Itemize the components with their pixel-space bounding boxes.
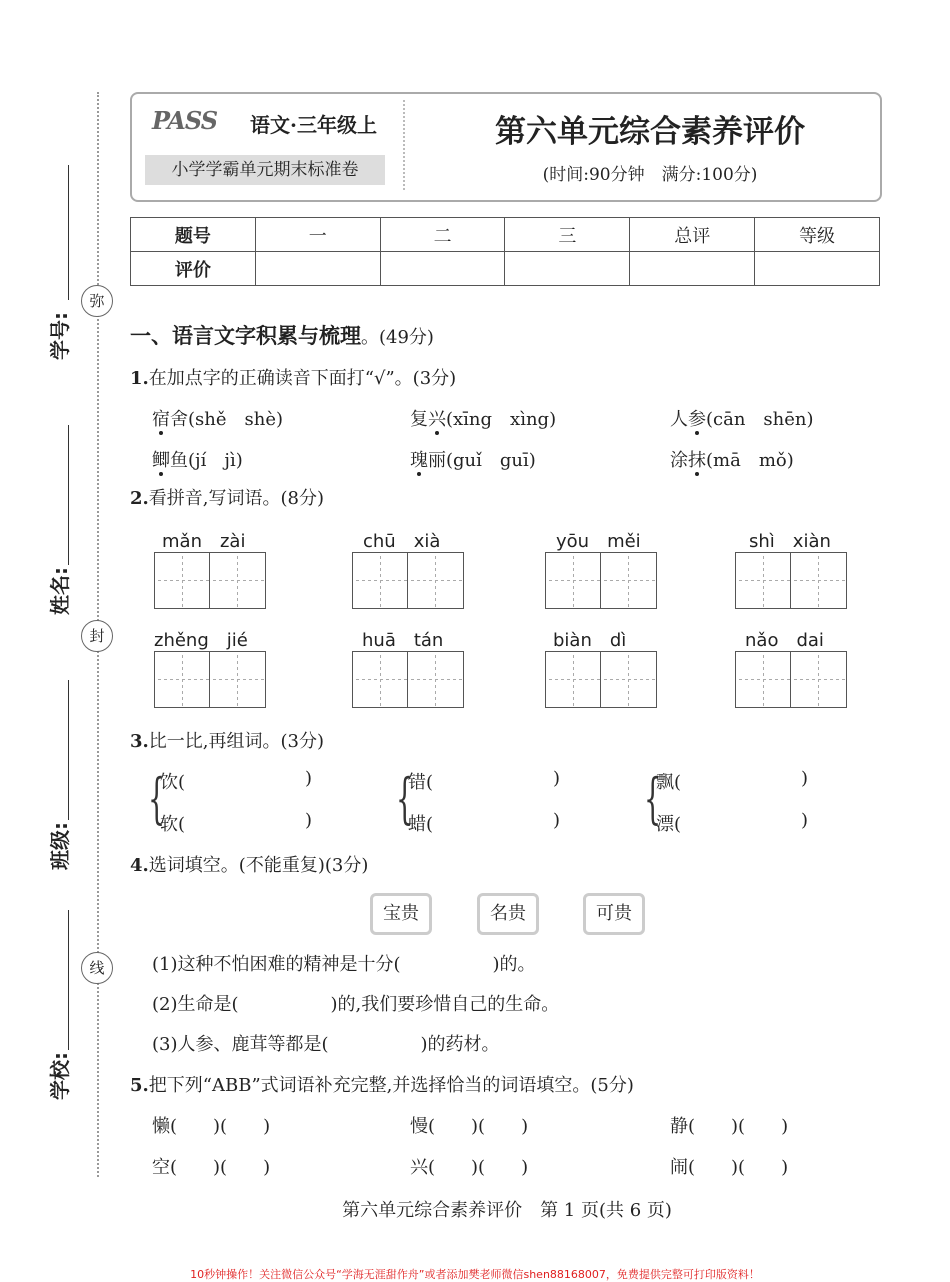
grid-cell[interactable] — [546, 652, 601, 707]
writing-grid[interactable] — [735, 552, 847, 609]
abb-char: 慢 — [410, 1116, 428, 1137]
question-text: 在加点字的正确读音下面打“√”。(3分) — [148, 368, 457, 389]
abb-blanks[interactable]: ( )( ) — [428, 1157, 529, 1178]
pinyin-label: chū xià — [363, 531, 441, 552]
brace: { — [148, 767, 166, 830]
abb-blanks[interactable]: ( )( ) — [170, 1157, 271, 1178]
word-option: 名贵 — [477, 893, 539, 935]
class-label: 班级: — [48, 822, 72, 870]
reading-item — [670, 405, 814, 431]
score-input-cell[interactable] — [630, 252, 755, 286]
promo-notice: 10秒钟操作！关注微信公众号“学海无涯甜作舟”或者添加樊老师微信shen88168007，免费提供完整可打印版资料！ — [190, 1268, 760, 1281]
word-option: 宝贵 — [370, 893, 432, 935]
table-cell: 三 — [505, 218, 630, 252]
grid-cell[interactable] — [353, 652, 408, 707]
score-table-header-row — [131, 218, 880, 252]
pinyin-label: shì xiàn — [749, 531, 831, 552]
compare-word: 错( — [408, 772, 434, 793]
sentence-part: (1)这种不怕困难的精神是十分( — [152, 954, 401, 975]
table-cell: 总评 — [630, 218, 755, 252]
grid-cell[interactable] — [210, 652, 265, 707]
paren-close: ) — [801, 810, 809, 831]
reading-item — [410, 446, 536, 472]
score-table — [130, 217, 880, 286]
question-number: 4. — [130, 855, 149, 876]
writing-grid[interactable] — [352, 651, 464, 708]
abb-item — [670, 1153, 788, 1179]
abb-item — [670, 1112, 788, 1138]
question-text: 选词填空。(不能重复)(3分) — [148, 855, 369, 876]
item-text: 丽(guǐ guī) — [428, 450, 536, 471]
abb-char: 懒 — [152, 1116, 170, 1137]
writing-grid[interactable] — [545, 651, 657, 708]
seal-char-feng: 封 — [81, 620, 113, 652]
compare-word: 蜡( — [408, 814, 434, 835]
item-text: 人 — [670, 409, 688, 430]
name-label: 姓名: — [48, 567, 72, 615]
writing-grid[interactable] — [735, 651, 847, 708]
question-number: 2. — [130, 488, 149, 509]
dotted-char: 瑰 — [410, 450, 428, 471]
abb-char: 闹 — [670, 1157, 688, 1178]
grid-cell[interactable] — [601, 553, 656, 608]
grid-cell[interactable] — [408, 553, 463, 608]
paren-close: ) — [801, 768, 809, 789]
score-table-eval-row — [131, 252, 880, 286]
paren-close: ) — [553, 810, 561, 831]
abb-item — [152, 1153, 270, 1179]
dotted-char: 宿 — [152, 409, 170, 430]
reading-item — [410, 405, 556, 431]
grid-cell[interactable] — [736, 553, 791, 608]
abb-char: 空 — [152, 1157, 170, 1178]
writing-grid[interactable] — [352, 552, 464, 609]
grid-cell[interactable] — [155, 652, 210, 707]
exam-title: 第六单元综合素养评价 — [495, 114, 805, 150]
question-text: 把下列“ABB”式词语补充完整,并选择恰当的词语填空。(5分) — [148, 1075, 634, 1096]
student-id-label: 学号: — [48, 312, 72, 360]
pinyin-label: mǎn zài — [162, 531, 246, 552]
question-number: 5. — [130, 1075, 149, 1096]
item-text: 舍(shě shè) — [170, 409, 284, 430]
word-option: 可贵 — [583, 893, 645, 935]
compare-word: 飘( — [656, 772, 682, 793]
paren-close: ) — [305, 768, 313, 789]
abb-blanks[interactable]: ( )( ) — [170, 1116, 271, 1137]
sentence-part: )的药材。 — [420, 1034, 500, 1055]
sentence-part: (2)生命是( — [152, 994, 239, 1015]
pinyin-label: nǎo dai — [745, 630, 824, 651]
reading-item — [152, 446, 243, 472]
grid-cell[interactable] — [791, 553, 846, 608]
question-number: 3. — [130, 731, 149, 752]
fill-sentence — [152, 1030, 500, 1056]
seal-char-xian: 线 — [81, 952, 113, 984]
compare-word: 软( — [160, 814, 186, 835]
dotted-char: 参 — [688, 409, 706, 430]
fill-sentence — [152, 990, 559, 1016]
grid-cell[interactable] — [791, 652, 846, 707]
reading-item — [670, 446, 794, 472]
score-input-cell[interactable] — [380, 252, 505, 286]
class-line — [68, 680, 69, 820]
question-text: 看拼音,写词语。(8分) — [148, 488, 325, 509]
grid-cell[interactable] — [736, 652, 791, 707]
question-2 — [130, 484, 324, 510]
exam-time-score: (时间:90分钟 满分:100分) — [542, 165, 758, 185]
score-input-cell[interactable] — [755, 252, 880, 286]
compare-word: 漂( — [656, 814, 682, 835]
item-text: 复 — [410, 409, 428, 430]
paren-close: ) — [553, 768, 561, 789]
brace: { — [644, 767, 662, 830]
pinyin-label: biàn dì — [553, 630, 627, 651]
item-text: (mā mǒ) — [706, 450, 794, 471]
paren-close: ) — [305, 810, 313, 831]
brace: { — [396, 767, 414, 830]
compare-word: 饮( — [160, 772, 186, 793]
school-label: 学校: — [48, 1052, 72, 1100]
sentence-part: )的,我们要珍惜自己的生命。 — [330, 994, 560, 1015]
grid-cell[interactable] — [546, 553, 601, 608]
grid-cell[interactable] — [601, 652, 656, 707]
question-3 — [130, 727, 324, 753]
abb-item — [410, 1112, 528, 1138]
name-line — [68, 425, 69, 565]
dotted-char: 鲫 — [152, 450, 170, 471]
series-name: 小学学霸单元期末标准卷 — [145, 155, 385, 185]
sentence-part: )的。 — [492, 954, 536, 975]
pinyin-label: huā tán — [362, 630, 444, 651]
pass-logo: PASS — [152, 106, 218, 135]
seal-char-mi: 弥 — [81, 285, 113, 317]
abb-blanks[interactable]: ( )( ) — [688, 1157, 789, 1178]
abb-item — [152, 1112, 270, 1138]
question-5 — [130, 1071, 634, 1097]
question-1 — [130, 364, 456, 390]
item-text: (cān shēn) — [706, 409, 814, 430]
table-cell: 题号 — [131, 218, 256, 252]
grid-cell[interactable] — [210, 553, 265, 608]
school-line — [68, 910, 69, 1050]
table-cell: 二 — [380, 218, 505, 252]
writing-grid[interactable] — [154, 552, 266, 609]
score-input-cell[interactable] — [255, 252, 380, 286]
section-title-text: 一、语言文字积累与梳理 — [130, 323, 361, 348]
dotted-char: 兴 — [428, 409, 446, 430]
abb-item — [410, 1153, 528, 1179]
item-text: 鱼(jí jì) — [170, 450, 243, 471]
question-4 — [130, 851, 368, 877]
page-footer: 第六单元综合素养评价 第 1 页(共 6 页) — [342, 1200, 672, 1221]
pinyin-label: yōu měi — [556, 531, 641, 552]
item-text: (xīng xìng) — [446, 409, 557, 430]
table-cell: 等级 — [755, 218, 880, 252]
subject-grade: 语文·三年级上 — [250, 113, 377, 137]
item-text: 涂 — [670, 450, 688, 471]
grid-cell[interactable] — [155, 553, 210, 608]
abb-blanks[interactable]: ( )( ) — [688, 1116, 789, 1137]
question-number: 1. — [130, 368, 149, 389]
abb-char: 兴 — [410, 1157, 428, 1178]
sentence-part: (3)人参、鹿茸等都是( — [152, 1034, 329, 1055]
header-divider — [403, 100, 405, 190]
writing-grid[interactable] — [545, 552, 657, 609]
abb-blanks[interactable]: ( )( ) — [428, 1116, 529, 1137]
grid-cell[interactable] — [408, 652, 463, 707]
writing-grid[interactable] — [154, 651, 266, 708]
reading-item — [152, 405, 283, 431]
table-cell: 一 — [255, 218, 380, 252]
table-cell: 评价 — [131, 252, 256, 286]
score-input-cell[interactable] — [505, 252, 630, 286]
fill-sentence — [152, 950, 536, 976]
section-title — [130, 320, 434, 350]
question-text: 比一比,再组词。(3分) — [148, 731, 325, 752]
dotted-char: 抹 — [688, 450, 706, 471]
grid-cell[interactable] — [353, 553, 408, 608]
pinyin-label: zhěng jié — [154, 630, 248, 651]
section-points: 。(49分) — [361, 327, 434, 348]
student-id-line — [68, 165, 69, 300]
abb-char: 静 — [670, 1116, 688, 1137]
